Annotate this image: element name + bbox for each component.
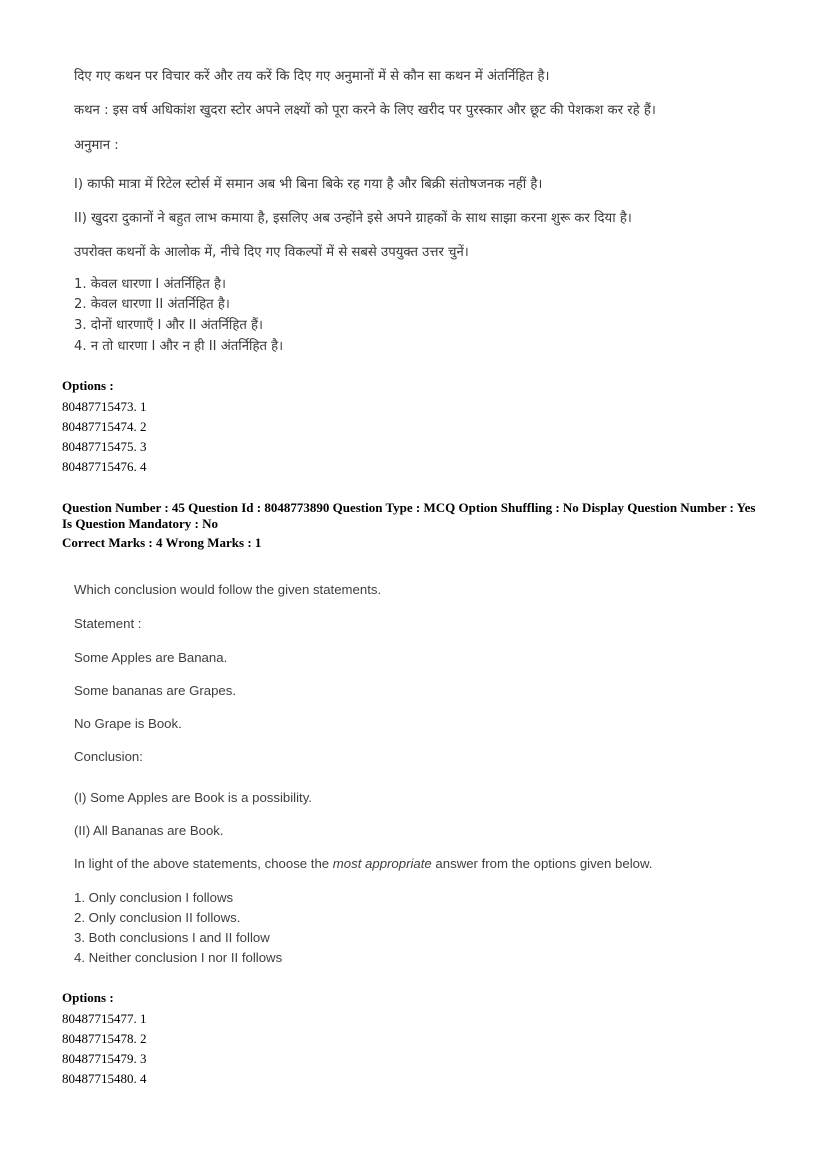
q45-instruction-emphasis: most appropriate bbox=[332, 856, 432, 871]
q44-assumption-1: I) काफी मात्रा में रिटेल स्टोर्स में समान अब भी बिना बिके रह गया है और बिक्री संतोषजनक नहीं है। bbox=[74, 177, 543, 192]
q45-answer-3: 3. Both conclusions I and II follow bbox=[74, 930, 270, 945]
q44-option-4[interactable]: 80487715476. 4 bbox=[62, 459, 147, 474]
q44-options-label: Options : bbox=[62, 378, 114, 393]
q45-instruction bbox=[74, 856, 652, 871]
q45-option-4[interactable]: 80487715480. 4 bbox=[62, 1071, 147, 1086]
q44-choose-instruction: उपरोक्त कथनों के आलोक में, नीचे दिए गए विकल्पों में से सबसे उपयुक्त उत्तर चुनें। bbox=[74, 245, 469, 260]
q45-statement-label: Statement : bbox=[74, 616, 142, 631]
q45-conclusion-2: (II) All Bananas are Book. bbox=[74, 823, 224, 838]
q45-answer-1: 1. Only conclusion I follows bbox=[74, 890, 234, 905]
q45-statement-1: Some Apples are Banana. bbox=[74, 650, 228, 665]
q45-prompt: Which conclusion would follow the given statements. bbox=[74, 582, 382, 597]
q45-statement-3: No Grape is Book. bbox=[74, 716, 182, 731]
q45-option-3[interactable]: 80487715479. 3 bbox=[62, 1051, 147, 1066]
q45-option-1[interactable]: 80487715477. 1 bbox=[62, 1011, 147, 1026]
q44-statement: कथन : इस वर्ष अधिकांश खुदरा स्टोर अपने लक्ष्यों को पूरा करने के लिए खरीद पर पुरस्कार और छूट की पेशकश कर रहे हैं। bbox=[74, 103, 656, 118]
q44-assumption-2: II) खुदरा दुकानों ने बहुत लाभ कमाया है, इसलिए अब उन्होंने इसे अपने ग्राहकों के साथ साझा करना शुरू कर दिया है। bbox=[74, 211, 632, 226]
q44-option-2[interactable]: 80487715474. 2 bbox=[62, 419, 147, 434]
q45-answer-2: 2. Only conclusion II follows. bbox=[74, 910, 241, 925]
q45-instruction-pre: In light of the above statements, choose the bbox=[74, 856, 333, 871]
q44-option-3[interactable]: 80487715475. 3 bbox=[62, 439, 147, 454]
q44-answer-2: 2. केवल धारणा II अंतर्निहित है। bbox=[74, 297, 230, 312]
q44-answer-1: 1. केवल धारणा I अंतर्निहित है। bbox=[74, 277, 226, 292]
q45-answer-4: 4. Neither conclusion I nor II follows bbox=[74, 950, 283, 965]
q44-option-1[interactable]: 80487715473. 1 bbox=[62, 399, 147, 414]
q45-marks: Correct Marks : 4 Wrong Marks : 1 bbox=[62, 535, 262, 550]
q44-answer-4: 4. न तो धारणा I और न ही II अंतर्निहित है। bbox=[74, 339, 284, 354]
q45-options-label: Options : bbox=[62, 990, 114, 1005]
q44-assumption-label: अनुमान : bbox=[74, 138, 119, 153]
q44-instruction: दिए गए कथन पर विचार करें और तय करें कि दिए गए अनुमानों में से कौन सा कथन में अंतर्निहित है। bbox=[74, 69, 550, 84]
q45-conclusion-label: Conclusion: bbox=[74, 749, 143, 764]
q45-conclusion-1: (I) Some Apples are Book is a possibility. bbox=[74, 790, 312, 805]
q45-option-2[interactable]: 80487715478. 2 bbox=[62, 1031, 147, 1046]
q45-instruction-post: answer from the options given below. bbox=[431, 856, 653, 871]
q44-answer-3: 3. दोनों धारणाएँ I और II अंतर्निहित हैं। bbox=[74, 318, 264, 333]
q45-meta-line-1: Question Number : 45 Question Id : 8048773890 Question Type : MCQ Option Shuffling : No Display Question Number : Yes bbox=[62, 500, 756, 515]
q45-statement-2: Some bananas are Grapes. bbox=[74, 683, 237, 698]
q45-meta-line-2: Is Question Mandatory : No bbox=[62, 516, 219, 531]
